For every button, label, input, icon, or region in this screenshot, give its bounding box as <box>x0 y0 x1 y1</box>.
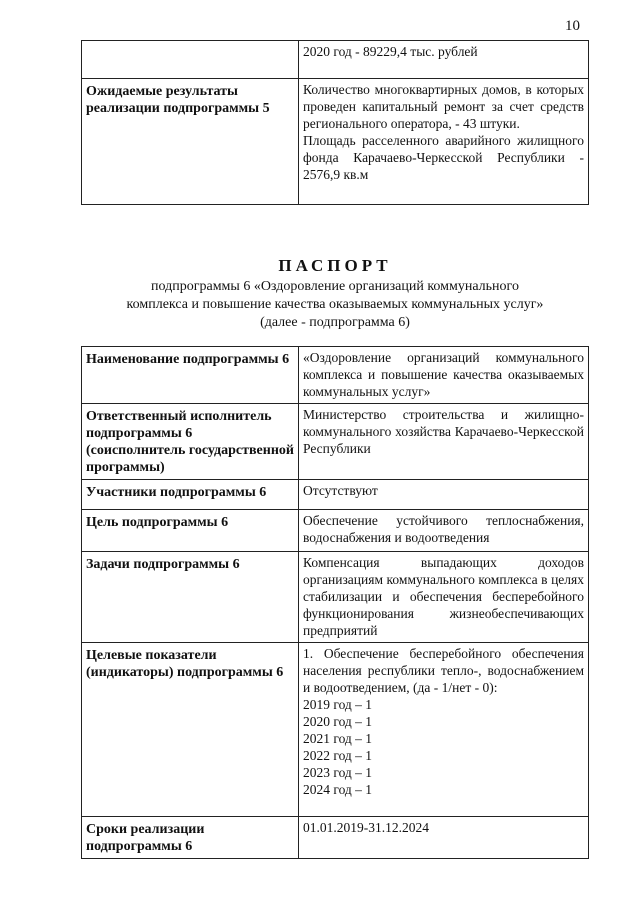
cell-text: Обеспечение устойчивого теплоснабжения, водоснабжения и водоотведения <box>303 513 584 545</box>
table-cell-left: Сроки реализации подпрограммы 6 <box>82 817 299 859</box>
top-table <box>81 40 589 205</box>
cell-text: 2024 год – 1 <box>303 782 373 797</box>
table-cell-right <box>299 347 589 404</box>
passport-subtitle-line: комплекса и повышение качества оказываемых коммунальных услуг» <box>126 297 544 312</box>
table-row <box>82 79 589 205</box>
passport-subtitle-line: (далее - подпрограмма 6) <box>260 315 410 330</box>
table-row <box>82 817 589 859</box>
table-cell-left: Ожидаемые результаты реализации подпрограммы 5 <box>82 79 299 205</box>
table-cell-right <box>299 817 589 859</box>
cell-text: 2020 год - 89229,4 тыс. рублей <box>303 44 478 59</box>
table-cell-right <box>299 480 589 510</box>
cell-text: 2021 год – 1 <box>303 731 373 746</box>
table-cell-left: Участники подпрограммы 6 <box>82 480 299 510</box>
cell-text: 2020 год – 1 <box>303 714 373 729</box>
table-cell-right <box>299 79 589 205</box>
table-row <box>82 510 589 552</box>
table-row <box>82 41 589 79</box>
cell-text: Площадь расселенного аварийного жилищного фонда Карачаево-Черкесской Республики - 2576,9 кв.м <box>303 133 584 182</box>
table-cell-right <box>299 510 589 552</box>
table-row <box>82 552 589 643</box>
table-cell-left: Цель подпрограммы 6 <box>82 510 299 552</box>
cell-text: Компенсация выпадающих доходов организациям коммунального комплекса в целях стабилизации и обеспечения бесперебойного функционирования жизнеобеспечивающих предприятий <box>303 555 584 638</box>
passport-table <box>81 346 589 859</box>
table-row <box>82 347 589 404</box>
cell-text: «Оздоровление организаций коммунального комплекса и повышение качества оказываемых коммунальных услуг» <box>303 350 584 399</box>
cell-text: 2019 год – 1 <box>303 697 373 712</box>
table-row <box>82 404 589 480</box>
table-cell-right <box>299 552 589 643</box>
cell-text: 1. Обеспечение бесперебойного обеспечения населения республики тепло-, водоснабжением и водоотведением, (да - 1/нет - 0): <box>303 646 584 695</box>
table-cell-left <box>82 41 299 79</box>
cell-text: 2022 год – 1 <box>303 748 373 763</box>
passport-title: ПАСПОРТ <box>278 256 392 275</box>
passport-subtitle-line: подпрограммы 6 «Оздоровление организаций коммунального <box>151 279 519 294</box>
table-cell-left: Задачи подпрограммы 6 <box>82 552 299 643</box>
table-row <box>82 480 589 510</box>
table-row <box>82 643 589 817</box>
table-cell-left: Целевые показатели (индикаторы) подпрограммы 6 <box>82 643 299 817</box>
table-cell-right <box>299 41 589 79</box>
cell-text: 01.01.2019-31.12.2024 <box>303 820 429 835</box>
cell-text: Отсутствуют <box>303 483 378 498</box>
table-cell-right <box>299 643 589 817</box>
cell-text: Количество многоквартирных домов, в которых проведен капитальный ремонт за счет средств регионального оператора, - 43 штуки. <box>303 82 584 131</box>
page-number: 10 <box>565 18 580 34</box>
table-cell-left: Ответственный исполнитель подпрограммы 6 (соисполнитель государственной программы) <box>82 404 299 480</box>
passport-heading <box>81 256 589 332</box>
cell-text: Министерство строительства и жилищно-коммунального хозяйства Карачаево-Черкесской Республики <box>303 407 584 456</box>
table-cell-left: Наименование подпрограммы 6 <box>82 347 299 404</box>
table-cell-right <box>299 404 589 480</box>
cell-text: 2023 год – 1 <box>303 765 373 780</box>
